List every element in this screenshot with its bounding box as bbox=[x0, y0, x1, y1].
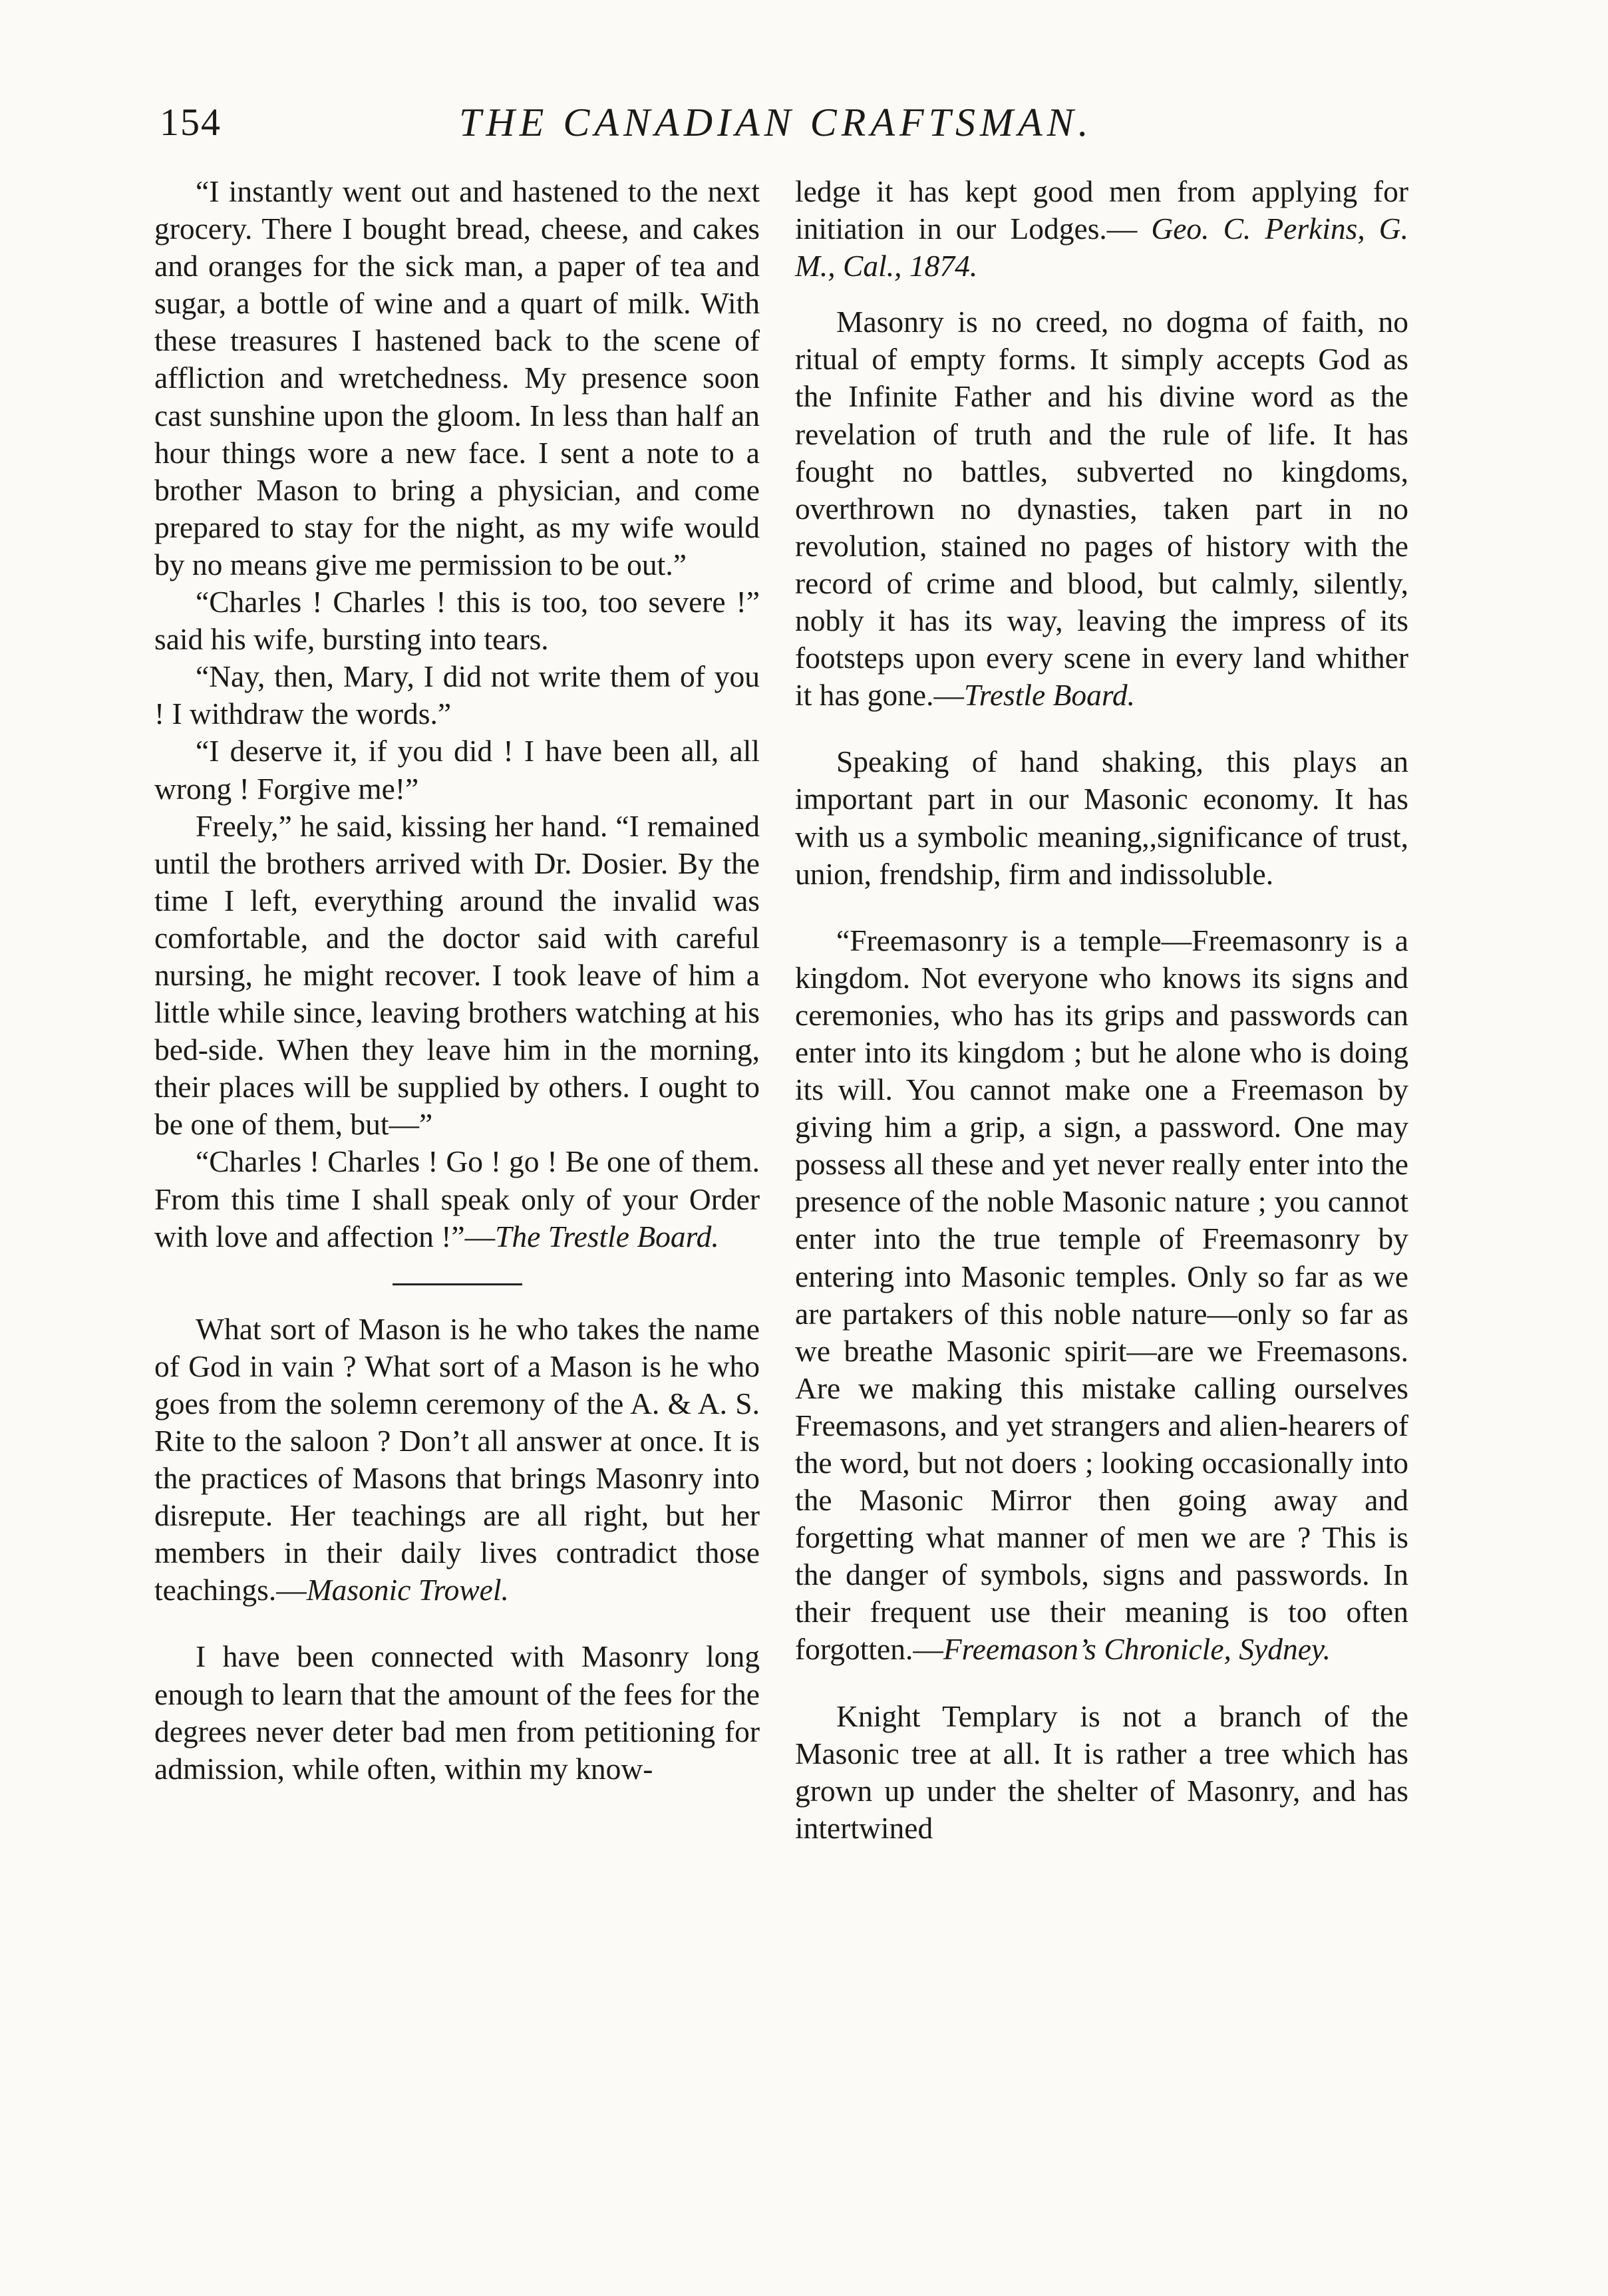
story-paragraph-wife-reply: “Charles ! Charles ! this is too, too severe !” said his wife, bursting into tears. bbox=[154, 585, 760, 657]
right-column bbox=[795, 173, 1408, 1847]
story-paragraph-withdraw: “Nay, then, Mary, I did not write them of you ! I withdraw the words.” bbox=[154, 659, 760, 731]
story-paragraph-forgive: “I deserve it, if you did ! I have been all, all wrong ! Forgive me!” bbox=[154, 734, 760, 806]
source-citation: Freemason’s Chronicle, Sydney. bbox=[943, 1632, 1331, 1667]
fees-paragraph: I have been connected with Masonry long enough to learn that the amount of the fees for the degrees never deter bad men from petitioning for admission, while often, within my know- bbox=[154, 1639, 760, 1786]
freemasonry-temple-paragraph bbox=[795, 922, 1408, 1669]
fees-paragraph-continued bbox=[795, 173, 1408, 285]
hand-shaking-paragraph: Speaking of hand shaking, this plays an important part in our Masonic economy. It has with us a symbolic meaning,,significance of trust, union, frendship, firm and indissoluble. bbox=[795, 744, 1408, 891]
source-citation: The Trestle Board. bbox=[495, 1219, 719, 1253]
source-citation: Masonic Trowel. bbox=[306, 1573, 509, 1607]
page-number: 154 bbox=[160, 100, 222, 144]
masonry-creed-paragraph bbox=[795, 303, 1408, 714]
story-paragraph-closing bbox=[154, 1143, 760, 1255]
masonry-creed-text: Masonry is no creed, no dogma of faith, no ritual of empty forms. It simply accepts God as the Infinite Father and his divine word as the revelation of truth and the rule of life. It has fought no battles, subverted no kingdoms, overthrown no dynasties, taken part in no revolution, stained no pages of history with the record of crime and blood, but calmly, silently, nobly it has its way, leaving the impress of its footsteps upon every scene in every land whither it has gone.— bbox=[795, 305, 1408, 713]
knight-templary-paragraph: Knight Templary is not a branch of the Masonic tree at all. It is rather a tree which has grown up under the shelter of Masonry, and has intertwined bbox=[795, 1699, 1408, 1845]
mason-question-text: What sort of Mason is he who takes the name of God in vain ? What sort of a Mason is he who goes from the solemn ceremony of the A. & A. S. Rite to the saloon ? Don’t all answer at once. It is the practices of Masons that brings Masonry into disrepute. Her teachings are all right, but her members in their daily lives contradict those teachings.— bbox=[154, 1311, 760, 1607]
source-citation: Trestle Board. bbox=[964, 678, 1136, 713]
source-citation: Geo. C. Perkins, G. M., Cal., 1874. bbox=[795, 212, 1408, 283]
story-paragraph-grocery: “I instantly went out and hastened to the next grocery. There I bought bread, cheese, and cakes and oranges for the sick man, a paper of tea and sugar, a bottle of wine and a quart of milk. With these treasures I hastened back to the scene of affliction and wretchedness. My presence soon cast sunshine upon the gloom. In less than half an hour things wore a new face. I sent a note to a brother Mason to bring a physician, and come prepared to stay for the night, as my wife would by no means give me permission to be out.” bbox=[154, 174, 760, 581]
mason-question-paragraph bbox=[154, 1311, 760, 1609]
freemasonry-temple-text: “Freemasonry is a temple—Freemasonry is a kingdom. Not everyone who knows its signs and ceremonies, who has its grips and passwords can enter into its kingdom ; but he alone who is doing its will. You cannot make one a Freemason by giving him a grip, a sign, a password. One may possess all these and yet never really enter into the presence of the noble Masonic nature ; you cannot enter into the true temple of Freemasonry by entering into Masonic temples. Only so far as we are partakers of this noble nature—only so far as we breathe Masonic spirit—are we Freemasons. Are we making this mistake calling ourselves Freemasons, and yet strangers and alien-hearers of the word, but not doers ; looking occasionally into the Masonic Mirror then going away and forgetting what manner of men we are ? This is the danger of symbols, signs and passwords. In their frequent use their meaning is too often forgotten.— bbox=[795, 923, 1408, 1667]
page-header bbox=[160, 100, 1397, 160]
story-paragraph-doctor: Freely,” he said, kissing her hand. “I remained until the brothers arrived with Dr. Dosier. By the time I left, everything around the invalid was comfortable, and the doctor said with careful nursing, he might recover. I took leave of him a little while since, leaving brothers watching at his bed-side. When they leave him in the morning, their places will be supplied by others. I ought to be one of them, but—” bbox=[154, 808, 760, 1142]
left-column bbox=[154, 173, 760, 1788]
section-divider bbox=[393, 1283, 522, 1285]
fees-continued-text: ledge it has kept good men from applying for initiation in our Lodges.— bbox=[795, 174, 1408, 246]
running-title: THE CANADIAN CRAFTSMAN. bbox=[459, 100, 1093, 144]
closing-text: “Charles ! Charles ! Go ! go ! Be one of them. From this time I shall speak only of your Order with love and affection !”— bbox=[154, 1144, 760, 1253]
